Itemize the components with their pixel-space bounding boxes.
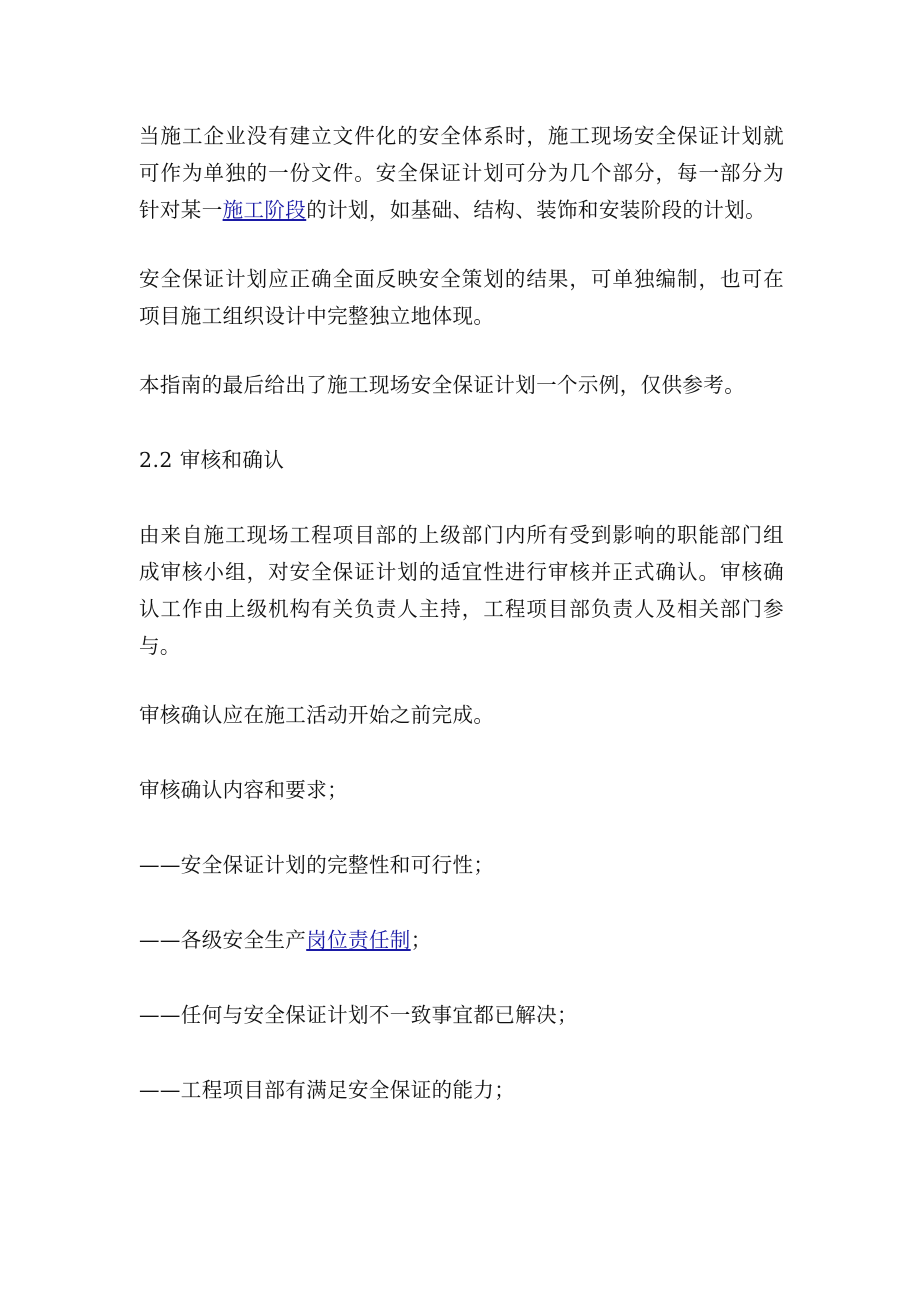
list-item-responsibility (139, 922, 784, 959)
paragraph-example-note: 本指南的最后给出了施工现场安全保证计划一个示例，仅供参考。 (139, 373, 746, 397)
paragraph-text: 当施工企业没有建立文件化的安全体系时，施工现场安全保证计划就可作为单独的一份文件。安全保证计划可分为几个部分，每一部分为针对某一 (139, 124, 784, 222)
paragraph-text: 的计划，如基础、结构、装饰和安装阶段的计划。 (306, 198, 767, 222)
list-item-completeness: ——安全保证计划的完整性和可行性； (139, 853, 495, 877)
list-item-capability: ——工程项目部有满足安全保证的能力； (139, 1078, 516, 1102)
link-construction-phase[interactable]: 施工阶段 (222, 198, 307, 222)
list-item-text: ——各级安全生产 (139, 928, 307, 952)
link-job-responsibility[interactable]: 岗位责任制 (306, 928, 411, 952)
section-heading-review: 2.2 审核和确认 (139, 448, 285, 472)
paragraph-review-team: 由来自施工现场工程项目部的上级部门内所有受到影响的职能部门组成审核小组，对安全保证计划的适宜性进行审核并正式确认。审核确认工作由上级机构有关负责人主持，工程项目部负责人及相关部门参与。 (139, 523, 784, 658)
paragraph-review-timing: 审核确认应在施工活动开始之前完成。 (139, 703, 495, 727)
list-item-text: ； (410, 928, 432, 952)
list-item-inconsistency-resolved: ——任何与安全保证计划不一致事宜都已解决； (139, 1003, 578, 1027)
paragraph-safety-plan-intro (139, 118, 784, 229)
paragraph-safety-plan-reflect: 安全保证计划应正确全面反映安全策划的结果，可单独编制，也可在项目施工组织设计中完整独立地体现。 (139, 267, 784, 328)
document-body (139, 118, 784, 1147)
paragraph-review-requirements: 审核确认内容和要求； (139, 778, 348, 802)
